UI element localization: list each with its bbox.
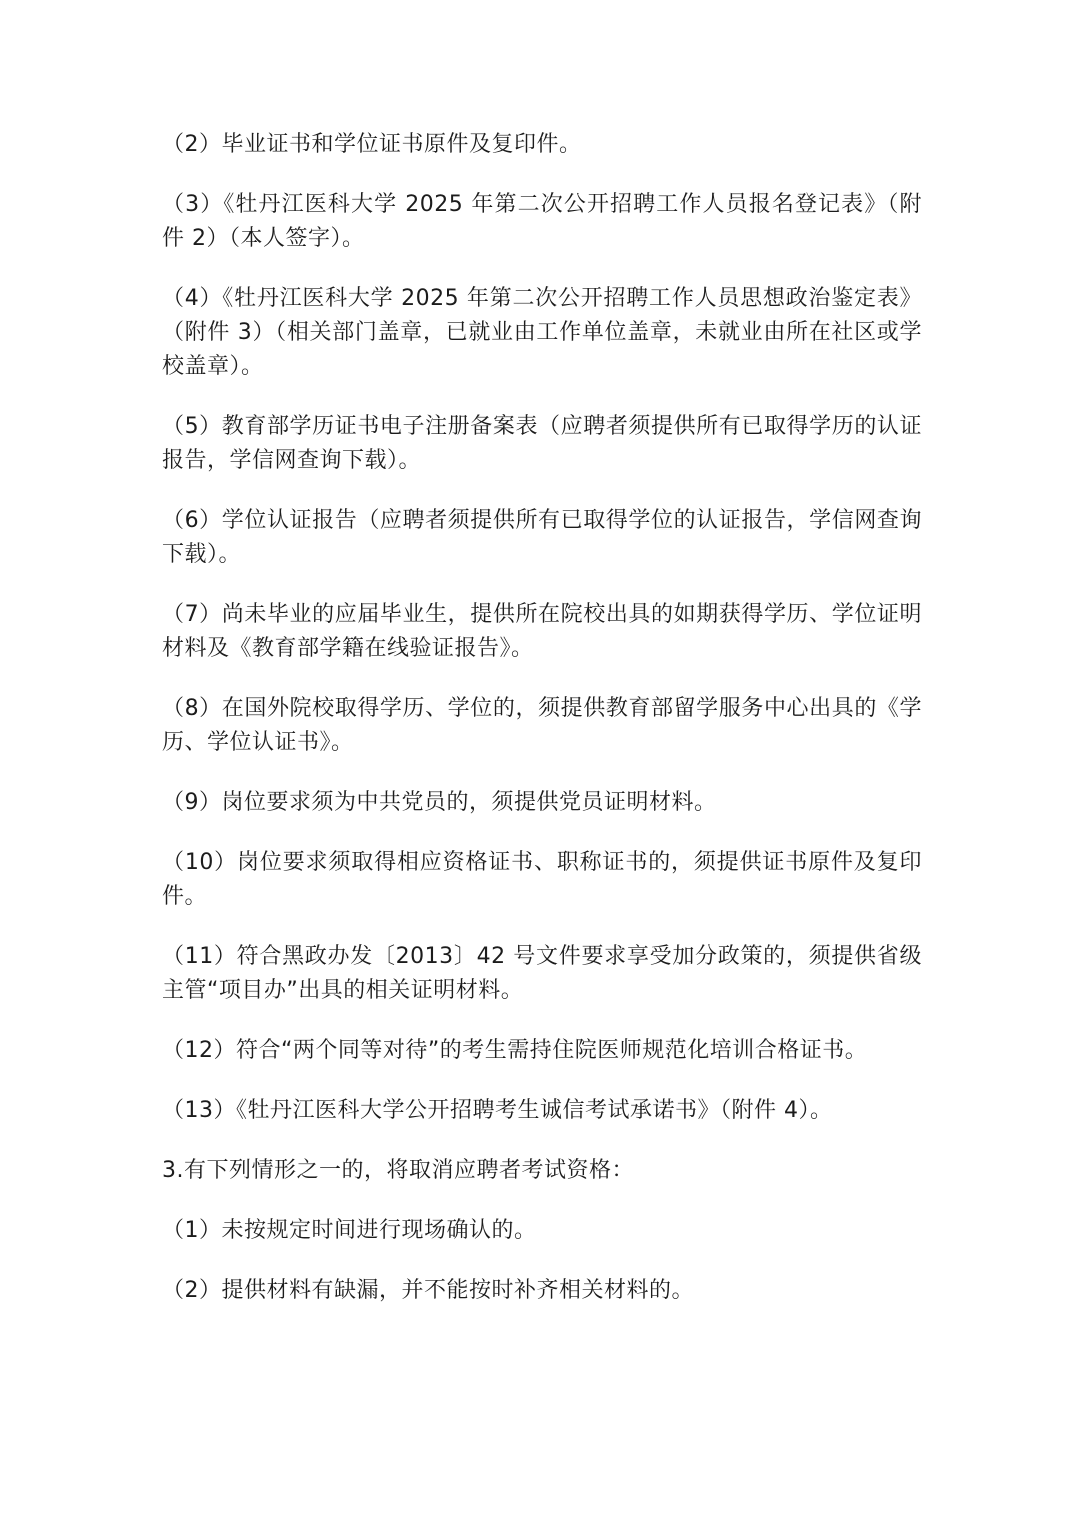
section-heading-disqualification: 3.有下列情形之一的，将取消应聘者考试资格： xyxy=(162,1158,634,1183)
paragraph-item-11-bonus-policy: （11）符合黑政办发〔2013〕42 号文件要求享受加分政策的，须提供省级主管“项目办”出具的相关证明材料。 xyxy=(162,944,922,1003)
paragraph-disqualify-2: （2）提供材料有缺漏，并不能按时补齐相关材料的。 xyxy=(162,1278,694,1303)
paragraph-item-9-party-member: （9）岗位要求须为中共党员的，须提供党员证明材料。 xyxy=(162,790,717,815)
paragraph-item-7-graduates: （7）尚未毕业的应届毕业生，提供所在院校出具的如期获得学历、学位证明材料及《教育部学籍在线验证报告》。 xyxy=(162,602,922,661)
paragraph-item-3-registration-form: （3）《牡丹江医科大学 2025 年第二次公开招聘工作人员报名登记表》（附件 2）（本人签字）。 xyxy=(162,192,922,251)
paragraph-item-13-integrity-pledge: （13）《牡丹江医科大学公开招聘考生诚信考试承诺书》（附件 4）。 xyxy=(162,1098,833,1123)
document-body xyxy=(162,128,922,1334)
paragraph-item-10-certificates: （10）岗位要求须取得相应资格证书、职称证书的，须提供证书原件及复印件。 xyxy=(162,850,922,909)
paragraph-item-5-degree-registration: （5）教育部学历证书电子注册备案表（应聘者须提供所有已取得学历的认证报告，学信网查询下载）。 xyxy=(162,414,922,473)
paragraph-disqualify-1: （1）未按规定时间进行现场确认的。 xyxy=(162,1218,537,1243)
paragraph-item-2-diploma: （2）毕业证书和学位证书原件及复印件。 xyxy=(162,132,582,157)
paragraph-item-12-residency: （12）符合“两个同等对待”的考生需持住院医师规范化培训合格证书。 xyxy=(162,1038,868,1063)
paragraph-item-6-degree-report: （6）学位认证报告（应聘者须提供所有已取得学位的认证报告，学信网查询下载）。 xyxy=(162,508,922,567)
paragraph-item-8-overseas: （8）在国外院校取得学历、学位的，须提供教育部留学服务中心出具的《学历、学位认证书》。 xyxy=(162,696,922,755)
paragraph-item-4-political-appraisal: （4）《牡丹江医科大学 2025 年第二次公开招聘工作人员思想政治鉴定表》（附件 3）（相关部门盖章，已就业由工作单位盖章，未就业由所在社区或学校盖章）。 xyxy=(162,286,922,379)
